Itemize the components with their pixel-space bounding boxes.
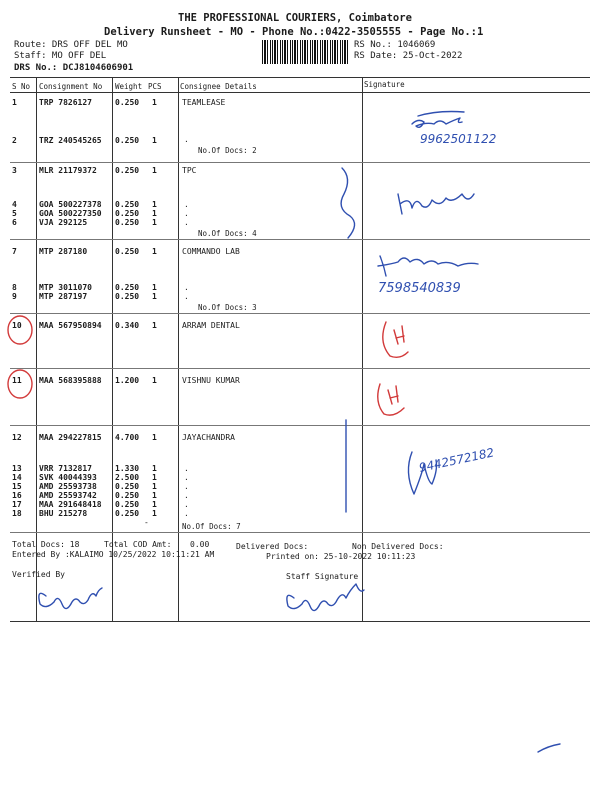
row-pcs: 1	[152, 166, 157, 175]
staff-label: Staff: MO OFF DEL	[14, 51, 107, 61]
consignee-dot: .	[184, 491, 189, 500]
no-of-docs: No.Of Docs: 3	[198, 303, 257, 312]
row-sno: 5	[12, 209, 17, 218]
consignee-dot: .	[184, 473, 189, 482]
row-weight: 0.250	[115, 247, 140, 256]
row-consignment: MLR 21179372	[39, 166, 97, 175]
non-delivered-docs: Non Delivered Docs:	[352, 542, 444, 551]
row-pcs: 1	[152, 209, 157, 218]
route-label: Route: DRS OFF DEL MO	[14, 40, 128, 50]
row-weight: 0.340	[115, 321, 140, 330]
verified-signature	[39, 588, 102, 609]
row-weight: 0.250	[115, 509, 140, 518]
rs-date: RS Date: 25-Oct-2022	[354, 51, 463, 61]
row-consignment: MTP 287197	[39, 292, 88, 301]
row-weight: 0.250	[115, 218, 140, 227]
consignee-dot: .	[184, 509, 189, 518]
row-consignment: TRZ 240545265	[39, 136, 102, 145]
handwritten-phone-1: 9962501122	[420, 132, 497, 146]
row-consignment: BHU 215278	[39, 509, 88, 518]
red-mark-11	[378, 384, 404, 415]
row-weight: 0.250	[115, 283, 140, 292]
row-pcs: 1	[152, 473, 157, 482]
consignee-dot: .	[184, 464, 189, 473]
row-pcs: 1	[152, 321, 157, 330]
row-sno: 15	[12, 482, 22, 491]
row-pcs: 1	[152, 509, 157, 518]
row-sno: 9	[12, 292, 17, 301]
verified-by-label: Verified By	[12, 570, 65, 579]
total-docs: Total Docs: 18	[12, 540, 80, 549]
row-sno: 16	[12, 491, 22, 500]
signature-3	[378, 256, 478, 276]
row-sno: 4	[12, 200, 17, 209]
row-pcs: 1	[152, 283, 157, 292]
row-weight: 0.250	[115, 209, 140, 218]
row-consignment: AMD 25593738	[39, 482, 97, 491]
row-pcs: 1	[152, 464, 157, 473]
row-consignment: MTP 287180	[39, 247, 88, 256]
row-pcs: 1	[152, 292, 157, 301]
printed-on: Printed on: 25-10-2022 10:11:23	[266, 552, 416, 561]
row-consignment: MAA 568395888	[39, 376, 102, 385]
row-sno: 6	[12, 218, 17, 227]
row-weight: 1.330	[115, 464, 140, 473]
row-sno: 17	[12, 500, 22, 509]
row-pcs: 1	[152, 98, 157, 107]
runsheet-subtitle: Delivery Runsheet - MO - Phone No.:0422-3505555 - Page No.:1	[104, 26, 484, 38]
row-pcs: 1	[152, 200, 157, 209]
row-weight: 0.250	[115, 491, 140, 500]
row-pcs: 1	[152, 491, 157, 500]
row-pcs: 1	[152, 482, 157, 491]
row-sno: 14	[12, 473, 22, 482]
red-mark-10	[383, 322, 408, 357]
row-sno: 2	[12, 136, 17, 145]
signature-2	[398, 194, 474, 214]
row-consignment: VJA 292125	[39, 218, 88, 227]
row-weight: 0.250	[115, 98, 140, 107]
row-weight: 0.250	[115, 136, 140, 145]
col-header-consignment: Consignment No	[39, 82, 103, 91]
consignee-name: TEAMLEASE	[182, 98, 226, 107]
col-header-consignee: Consignee Details	[180, 82, 257, 91]
row-consignment: AMD 25593742	[39, 491, 97, 500]
row-consignment: TRP 7826127	[39, 98, 92, 107]
signature-1	[412, 112, 464, 128]
consignee-dot: .	[184, 218, 189, 227]
entered-by: Entered By :KALAIMO 10/25/2022 10:11:21 AM	[12, 550, 215, 559]
col-header-sno: S No	[12, 82, 31, 91]
row-pcs: 1	[152, 218, 157, 227]
row-sno: 18	[12, 509, 22, 518]
row-weight: 0.250	[115, 482, 140, 491]
row-consignment: GOA 500227378	[39, 200, 102, 209]
bracket-mark	[341, 168, 354, 238]
staff-signature-label: Staff Signature	[286, 572, 359, 581]
pcs-dash: -	[144, 518, 149, 527]
consignee-dot: .	[184, 500, 189, 509]
row-consignment: GOA 500227350	[39, 209, 102, 218]
total-cod-amount: 0.00	[190, 540, 210, 549]
row-sno: 13	[12, 464, 22, 473]
consignee-dot: .	[184, 200, 189, 209]
delivered-docs: Delivered Docs:	[236, 542, 309, 551]
consignee-dot: .	[184, 209, 189, 218]
no-of-docs: No.Of Docs: 2	[198, 146, 257, 155]
row-pcs: 1	[152, 376, 157, 385]
row-pcs: 1	[152, 136, 157, 145]
row-consignment: VRR 7132817	[39, 464, 92, 473]
row-consignment: MTP 3011070	[39, 283, 92, 292]
consignee-name: COMMANDO LAB	[182, 247, 240, 256]
row-sno: 1	[12, 98, 17, 107]
row-weight: 0.250	[115, 292, 140, 301]
row-sno: 3	[12, 166, 17, 175]
row-consignment: MAA 567950894	[39, 321, 102, 330]
consignee-name: TPC	[182, 166, 197, 175]
stray-mark	[538, 744, 560, 752]
row-consignment: MAA 291648418	[39, 500, 102, 509]
consignee-dot: .	[184, 482, 189, 491]
red-circle-10	[8, 316, 32, 344]
row-consignment: MAA 294227815	[39, 433, 102, 442]
company-title: THE PROFESSIONAL COURIERS, Coimbatore	[178, 12, 412, 24]
consignee-name: VISHNU KUMAR	[182, 376, 240, 385]
consignee-name: ARRAM DENTAL	[182, 321, 240, 330]
row-pcs: 1	[152, 247, 157, 256]
row-sno: 8	[12, 283, 17, 292]
consignee-name: JAYACHANDRA	[182, 433, 235, 442]
row-pcs: 1	[152, 433, 157, 442]
no-of-docs: No.Of Docs: 7	[182, 522, 241, 531]
col-header-weight: Weight	[115, 82, 143, 91]
row-pcs: 1	[152, 500, 157, 509]
consignee-dot: .	[184, 135, 189, 144]
row-weight: 0.250	[115, 500, 140, 509]
col-header-signature: Signature	[364, 80, 405, 89]
row-sno: 11	[12, 376, 22, 385]
handwritten-phone-3: 9442572182	[417, 445, 496, 475]
row-weight: 0.250	[115, 166, 140, 175]
staff-signature	[287, 584, 364, 611]
row-sno: 7	[12, 247, 17, 256]
row-sno: 12	[12, 433, 22, 442]
row-weight: 0.250	[115, 200, 140, 209]
consignee-dot: .	[184, 283, 189, 292]
handwritten-phone-2: 7598540839	[378, 281, 461, 296]
consignee-dot: .	[184, 292, 189, 301]
rs-number: RS No.: 1046069	[354, 40, 436, 50]
red-circle-11	[8, 370, 32, 398]
no-of-docs: No.Of Docs: 4	[198, 229, 257, 238]
row-weight: 1.200	[115, 376, 140, 385]
row-weight: 2.500	[115, 473, 140, 482]
total-cod-label: Total COD Amt:	[104, 540, 172, 549]
col-header-pcs: PCS	[148, 82, 162, 91]
row-consignment: SVK 40044393	[39, 473, 97, 482]
drs-number: DRS No.: DCJ8104606901	[14, 63, 134, 73]
row-weight: 4.700	[115, 433, 140, 442]
row-sno: 10	[12, 321, 22, 330]
